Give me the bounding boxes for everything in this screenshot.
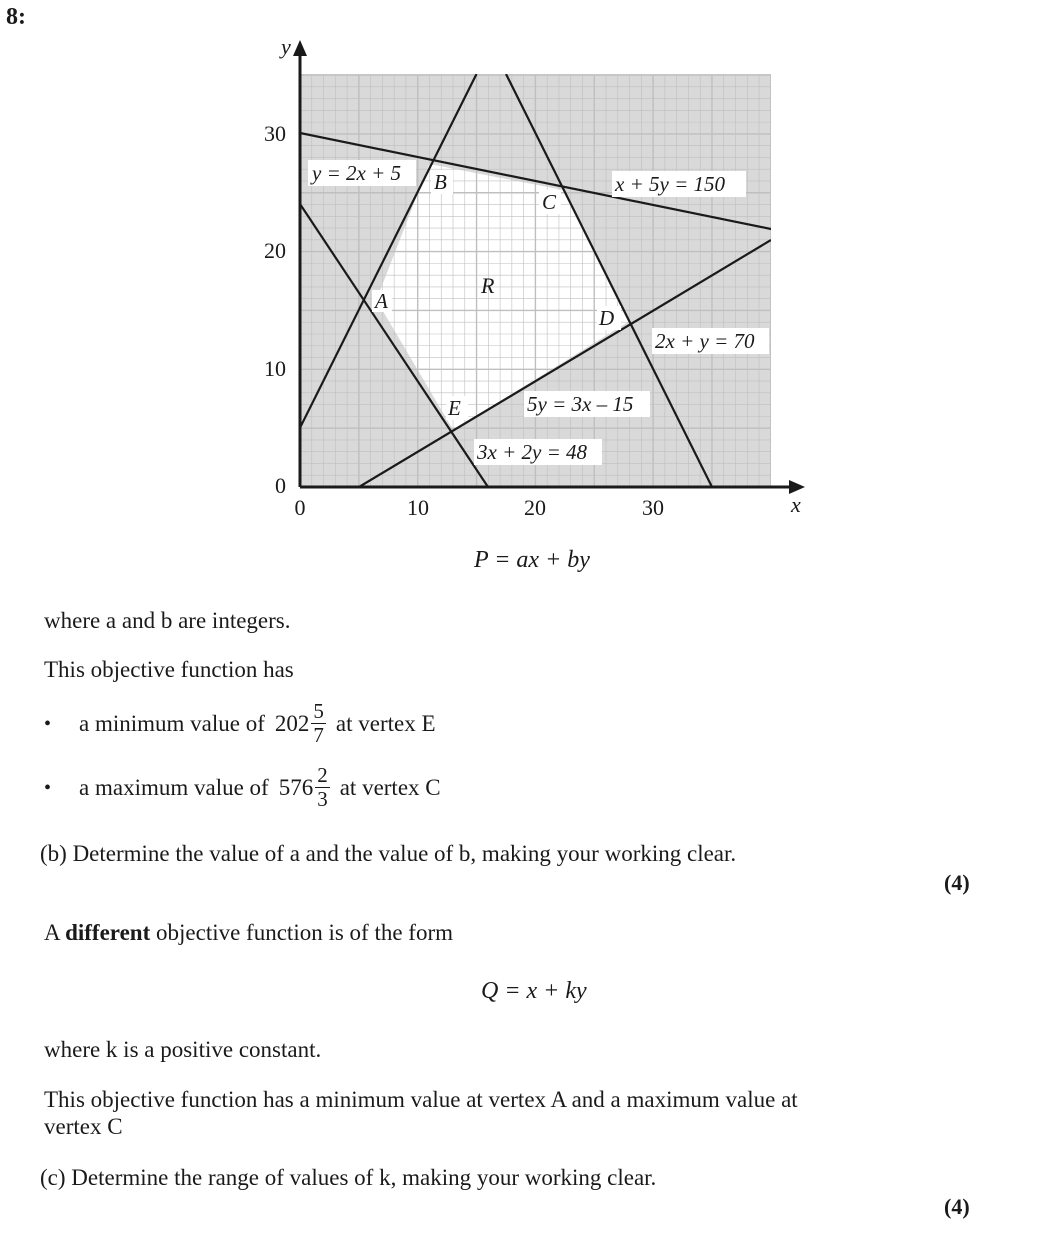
bullet-dot: • [44,776,52,799]
y-tick-20: 20 [264,238,286,263]
bullet-minimum: • a minimum value of 202 $\frac{5}{7}$ at vertex E [44,699,436,748]
x-tick-10: 10 [407,495,429,520]
grid-lines [300,75,771,487]
min-max-text-line1: This objective function has a minimum value at vertex A and a maximum value at [44,1087,798,1112]
objective-function-p: P = ax + by [474,547,590,573]
vertex-label-d: D [599,306,615,330]
bullet-dot: • [44,712,52,735]
fraction-5-7: $\frac{5}{7}$ [313,699,324,748]
label-x-plus-5y-eq-150: x + 5y = 150 [615,172,725,196]
fraction-2-3: $\frac{2}{3}$ [317,763,328,812]
x-tick-20: 20 [524,495,546,520]
x-axis-label: x [791,492,801,517]
vertex-label-a: A [375,289,388,313]
label-5y-eq-3x-minus-15: 5y = 3x – 15 [527,392,634,416]
x-tick-0: 0 [294,495,306,520]
region-label-r: R [481,273,495,298]
y-tick-10: 10 [264,356,286,381]
objective-function-q: Q = x + ky [481,978,587,1004]
part-c-question: (c) Determine the range of values of k, making your working clear. [40,1165,657,1190]
question-number: 8: [6,4,26,30]
y-tick-30: 30 [264,121,286,146]
different-objective-text: A different objective function is of the form [44,920,454,945]
part-b-question: (b) Determine the value of a and the value of b, making your working clear. [40,841,737,866]
marks-part-b: (4) [944,870,970,895]
bullet-maximum: • a maximum value of 576 $\frac{2}{3}$ at vertex C [44,763,441,812]
min-max-text-line2: vertex C [44,1114,123,1139]
y-axis-arrow [293,40,307,56]
where-k-text: where k is a positive constant. [44,1037,322,1062]
x-tick-30: 30 [642,495,664,520]
y-axis-label: y [281,34,291,59]
label-3x-plus-2y-eq-48: 3x + 2y = 48 [477,440,587,464]
label-2x-plus-y-eq-70: 2x + y = 70 [655,329,755,353]
this-objective-has-text: This objective function has [44,657,294,682]
linear-programming-graph [0,0,1048,540]
vertex-label-e: E [448,396,461,420]
marks-part-c: (4) [944,1194,970,1219]
vertex-label-c: C [542,190,557,214]
vertex-label-b: B [434,170,447,194]
y-tick-0: 0 [275,473,286,498]
where-ab-text: where a and b are integers. [44,608,291,633]
label-y-eq-2x-plus-5: y = 2x + 5 [312,161,401,185]
